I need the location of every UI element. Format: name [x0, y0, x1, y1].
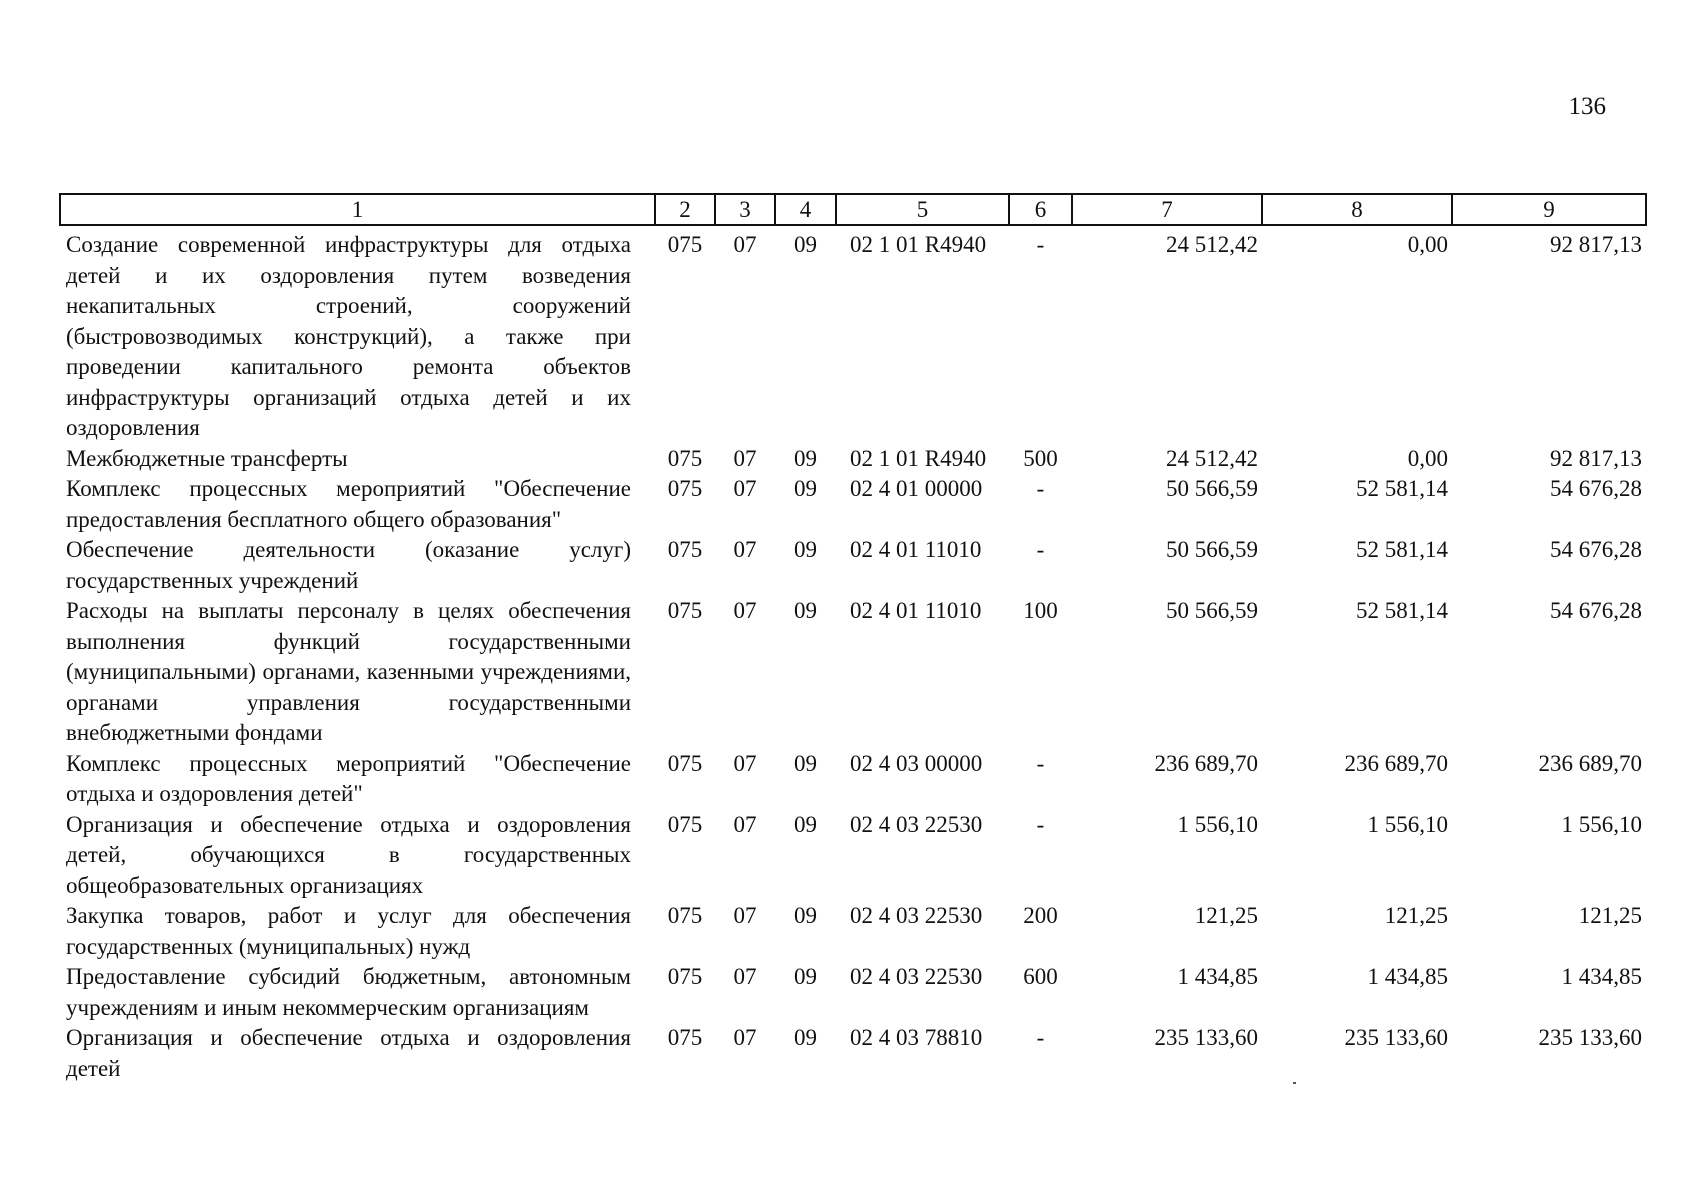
cell-col-6: -	[1036, 811, 1045, 837]
header-col-1: 1	[60, 194, 655, 225]
row-description: Межбюджетные трансферты	[66, 445, 348, 471]
cell-col-4: 09	[794, 232, 817, 257]
header-row	[60, 194, 1646, 225]
cell-col-8: 52 581,14	[1356, 537, 1448, 562]
cell-col-4: 09	[794, 598, 817, 623]
table-row	[60, 810, 1646, 902]
cell-col-2: 075	[667, 476, 703, 501]
cell-col-7: 1 556,10	[1177, 811, 1258, 837]
cell-col-7: 235 133,60	[1154, 1025, 1258, 1050]
cell-col-9: 235 133,60	[1538, 1025, 1642, 1050]
cell-col-5: 02 4 01 11010	[850, 598, 982, 623]
cell-col-3: 07	[733, 445, 757, 471]
table-row	[60, 749, 1646, 810]
cell-col-4: 09	[794, 964, 817, 989]
header-col-6: 6	[1009, 194, 1072, 225]
cell-col-9: 1 434,85	[1561, 964, 1642, 989]
cell-col-3: 07	[733, 903, 757, 928]
table-row	[60, 474, 1646, 535]
header-col-7: 7	[1072, 194, 1262, 225]
table-row	[60, 225, 1646, 444]
cell-col-7: 50 566,59	[1166, 598, 1258, 623]
cell-col-8: 0,00	[1407, 232, 1448, 257]
row-description: Комплекс процессных мероприятий "Обеспечение отдыха и оздоровления детей"	[66, 750, 631, 806]
cell-col-9: 92 817,13	[1550, 445, 1642, 471]
cell-col-7: 50 566,59	[1166, 476, 1258, 501]
cell-col-8: 235 133,60	[1344, 1025, 1448, 1050]
cell-col-5: 02 4 03 22530	[850, 811, 983, 837]
row-description: Комплекс процессных мероприятий "Обеспечение предоставления бесплатного общего образования"	[66, 476, 631, 532]
cell-col-8: 1 556,10	[1367, 811, 1448, 837]
cell-col-9: 54 676,28	[1550, 598, 1642, 623]
cell-col-3: 07	[733, 476, 757, 501]
header-col-3: 3	[715, 194, 775, 225]
header-col-5: 5	[836, 194, 1009, 225]
cell-col-5: 02 4 01 11010	[850, 537, 982, 562]
table-row	[60, 535, 1646, 596]
cell-col-4: 09	[794, 1025, 817, 1050]
cell-col-8: 0,00	[1407, 445, 1448, 471]
cell-col-7: 236 689,70	[1154, 750, 1258, 776]
scan-speck	[1293, 1082, 1296, 1084]
cell-col-3: 07	[733, 964, 757, 989]
cell-col-2: 075	[667, 964, 703, 989]
row-description: Расходы на выплаты персоналу в целях обеспечения выполнения функций государственными (муниципальными) органами, казенными учреждениями, органами управления государственными внебюджетными фондами	[66, 598, 631, 745]
cell-col-6: -	[1036, 537, 1045, 562]
header-col-8: 8	[1262, 194, 1452, 225]
table-row	[60, 1023, 1646, 1084]
cell-col-5: 02 1 01 R4940	[850, 445, 987, 471]
cell-col-6: 500	[1023, 445, 1058, 471]
row-description: Организация и обеспечение отдыха и оздоровления детей, обучающихся в государственных общеобразовательных организациях	[66, 811, 631, 898]
cell-col-5: 02 4 03 22530	[850, 964, 983, 989]
cell-col-7: 1 434,85	[1177, 964, 1258, 989]
cell-col-6: 200	[1023, 903, 1058, 928]
cell-col-6: 600	[1023, 964, 1058, 989]
cell-col-2: 075	[667, 903, 703, 928]
cell-col-6: -	[1036, 750, 1045, 776]
row-description: Закупка товаров, работ и услуг для обеспечения государственных (муниципальных) нужд	[66, 903, 631, 959]
row-description: Организация и обеспечение отдыха и оздоровления детей	[66, 1025, 631, 1081]
cell-col-2: 075	[667, 811, 703, 837]
table-row	[60, 962, 1646, 1023]
cell-col-9: 121,25	[1578, 903, 1642, 928]
header-col-2: 2	[655, 194, 715, 225]
budget-table	[59, 193, 1647, 1084]
cell-col-3: 07	[733, 811, 757, 837]
cell-col-3: 07	[733, 1025, 757, 1050]
cell-col-4: 09	[794, 537, 817, 562]
cell-col-5: 02 4 03 78810	[850, 1025, 983, 1050]
cell-col-8: 52 581,14	[1356, 598, 1448, 623]
cell-col-9: 54 676,28	[1550, 537, 1642, 562]
cell-col-2: 075	[667, 232, 703, 257]
table-row	[60, 596, 1646, 749]
cell-col-7: 50 566,59	[1166, 537, 1258, 562]
cell-col-2: 075	[667, 445, 703, 471]
cell-col-9: 92 817,13	[1550, 232, 1642, 257]
cell-col-5: 02 4 03 00000	[850, 750, 983, 776]
row-description: Обеспечение деятельности (оказание услуг) государственных учреждений	[66, 537, 631, 593]
cell-col-9: 54 676,28	[1550, 476, 1642, 501]
cell-col-9: 1 556,10	[1561, 811, 1642, 837]
cell-col-7: 121,25	[1194, 903, 1258, 928]
cell-col-8: 121,25	[1384, 903, 1448, 928]
cell-col-3: 07	[733, 537, 757, 562]
cell-col-6: -	[1036, 232, 1045, 257]
cell-col-8: 236 689,70	[1344, 750, 1448, 776]
cell-col-6: -	[1036, 476, 1045, 501]
row-description: Создание современной инфраструктуры для отдыха детей и их оздоровления путем возведения некапитальных строений, сооружений (быстровозводимых конструкций), а также при проведении капитального ремонта объектов инфраструктуры организаций отдыха детей и их оздоровления	[66, 232, 631, 440]
cell-col-6: 100	[1023, 598, 1058, 623]
cell-col-4: 09	[794, 476, 817, 501]
cell-col-2: 075	[667, 1025, 703, 1050]
cell-col-2: 075	[667, 598, 703, 623]
row-description: Предоставление субсидий бюджетным, автономным учреждениям и иным некоммерческим организациям	[66, 964, 631, 1020]
table-row	[60, 901, 1646, 962]
cell-col-3: 07	[733, 598, 757, 623]
page-number: 136	[1568, 93, 1606, 120]
cell-col-9: 236 689,70	[1538, 750, 1642, 776]
cell-col-2: 075	[667, 537, 703, 562]
header-col-4: 4	[775, 194, 836, 225]
cell-col-3: 07	[733, 750, 757, 776]
cell-col-4: 09	[794, 445, 817, 471]
header-col-9: 9	[1452, 194, 1646, 225]
cell-col-5: 02 1 01 R4940	[850, 232, 987, 257]
cell-col-7: 24 512,42	[1166, 232, 1258, 257]
cell-col-8: 52 581,14	[1356, 476, 1448, 501]
cell-col-8: 1 434,85	[1367, 964, 1448, 989]
cell-col-2: 075	[667, 750, 703, 776]
cell-col-6: -	[1036, 1025, 1045, 1050]
cell-col-7: 24 512,42	[1166, 445, 1258, 471]
cell-col-4: 09	[794, 750, 817, 776]
cell-col-3: 07	[733, 232, 757, 257]
cell-col-4: 09	[794, 811, 817, 837]
table-row	[60, 444, 1646, 475]
cell-col-4: 09	[794, 903, 817, 928]
cell-col-5: 02 4 03 22530	[850, 903, 983, 928]
cell-col-5: 02 4 01 00000	[850, 476, 983, 501]
